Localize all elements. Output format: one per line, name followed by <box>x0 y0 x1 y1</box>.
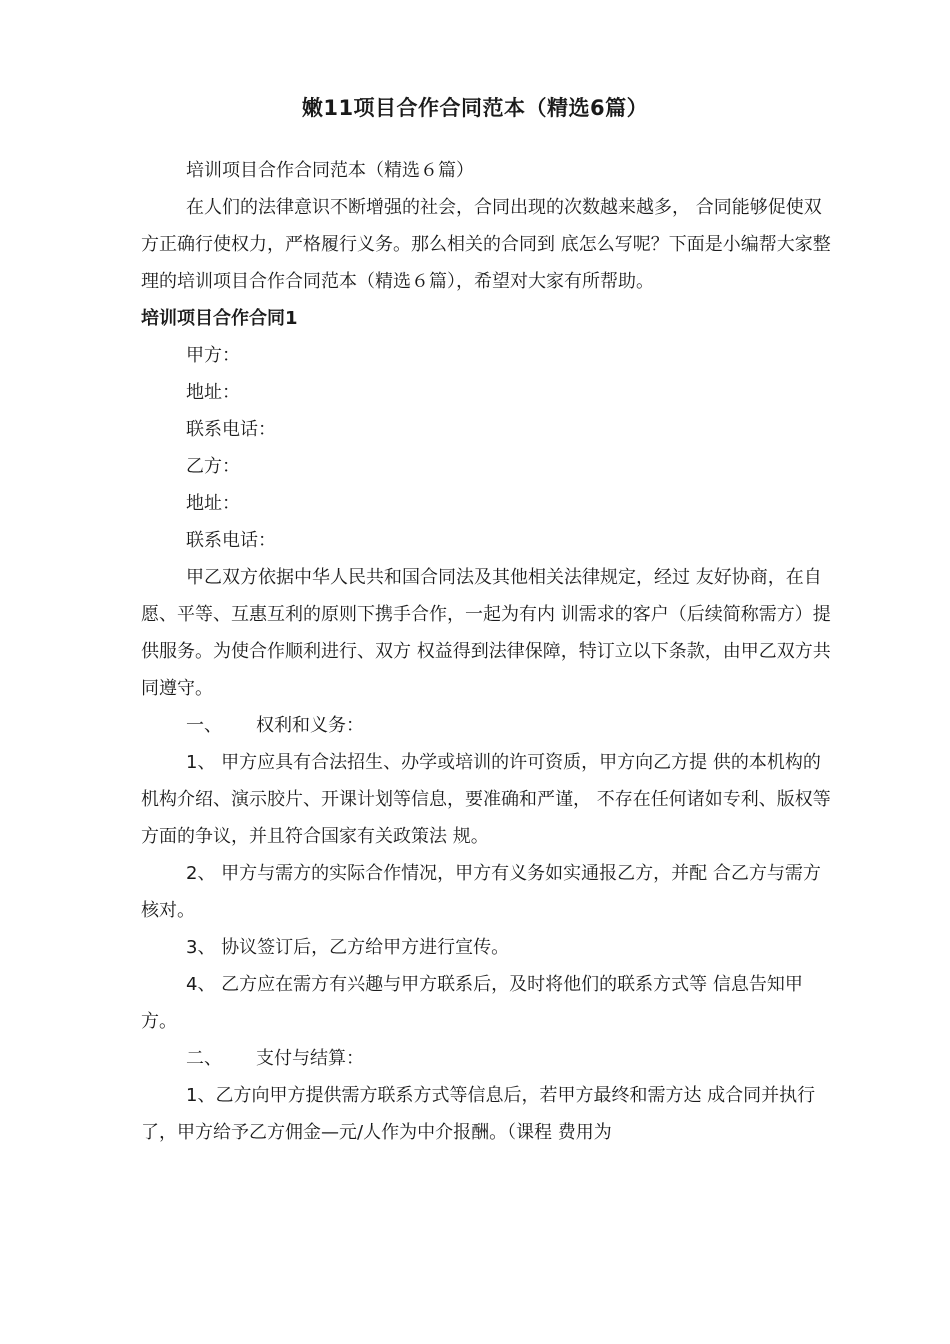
party-a-address-field: 地址： <box>186 382 240 403</box>
part1-number: 一、 <box>186 715 222 736</box>
part2-clause: 1、乙方向甲方提供需方联系方式等信息后，若甲方最终和需方达 成合同并执行了，甲方给予乙方佣金—元/人作为中介报酬。（课程 费用为 <box>141 1085 816 1143</box>
party-b-phone-field: 联系电话： <box>186 530 276 551</box>
party-b-address-field: 地址： <box>186 493 240 514</box>
part2-title: 支付与结算： <box>256 1048 364 1069</box>
part1-clause: 4、 乙方应在需方有兴趣与甲方联系后，及时将他们的联系方式等 信息告知甲方。 <box>141 974 803 1032</box>
part1-clause: 2、 甲方与需方的实际合作情况，甲方有义务如实通报乙方，并配 合乙方与需方核对。 <box>141 863 821 921</box>
document-subtitle: 培训项目合作合同范本（精选６篇） <box>186 160 474 181</box>
party-a-field: 甲方： <box>186 345 240 366</box>
part2-heading <box>141 1040 831 1077</box>
document-title: 嫩11项目合作合同范本（精选6篇） <box>301 96 649 120</box>
part2-number: 二、 <box>186 1048 222 1069</box>
preamble-paragraph: 甲乙双方依据中华人民共和国合同法及其他相关法律规定，经过 友好协商，在自愿、平等、互惠互利的原则下携手合作，一起为有内 训需求的客户（后续简称需方）提供服务。为使合作顺利进行、双方 权益得到法律保障，特订立以下条款，由甲乙双方共同遵守。 <box>141 567 831 699</box>
intro-paragraph: 在人们的法律意识不断增强的社会，合同出现的次数越来越多， 合同能够促使双方正确行使权力，严格履行义务。那么相关的合同到 底怎么写呢？下面是小编帮大家整理的培训项目合作合同范本（精选６篇），希望对大家有所帮助。 <box>141 197 831 292</box>
party-b-field: 乙方： <box>186 456 240 477</box>
part1-clause: 3、 协议签订后，乙方给甲方进行宣传。 <box>186 937 510 958</box>
part1-clause: 1、 甲方应具有合法招生、办学或培训的许可资质，甲方向乙方提 供的本机构的机构介绍、演示胶片、开课计划等信息，要准确和严谨， 不存在任何诸如专利、版权等方面的争议，并且符合国家有关政策法 规。 <box>141 752 831 847</box>
part1-title: 权利和义务： <box>256 715 364 736</box>
part1-heading <box>141 707 831 744</box>
party-a-phone-field: 联系电话： <box>186 419 276 440</box>
section-heading: 培训项目合作合同1 <box>141 308 298 329</box>
document-body <box>141 152 831 1151</box>
